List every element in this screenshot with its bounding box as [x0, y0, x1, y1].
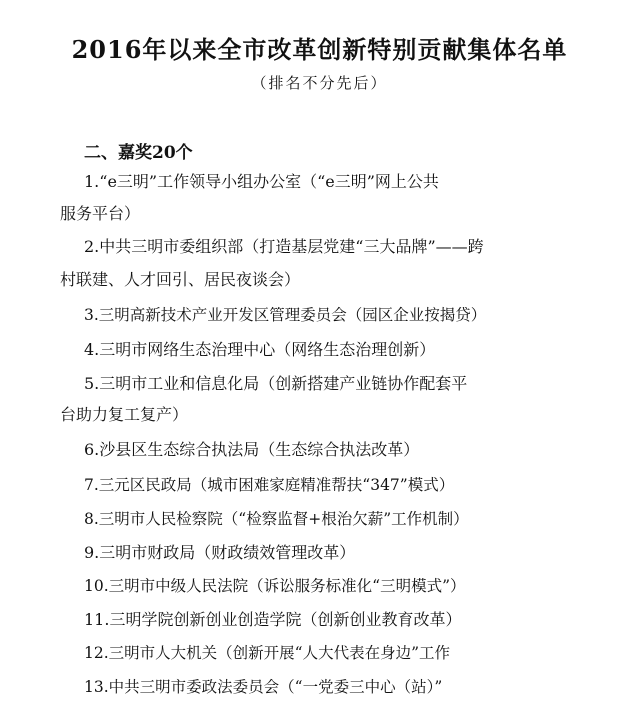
- document-subtitle: （排名不分先后）: [251, 74, 388, 92]
- list-item-line: 村联建、人才回引、居民夜谈会）: [60, 270, 301, 289]
- list-item-line: 4.三明市网络生态治理中心（网络生态治理创新）: [84, 340, 436, 359]
- list-item-line: 1.“e三明”工作领导小组办公室（“e三明”网上公共: [84, 172, 439, 191]
- list-item-line: 12.三明市人大机关（创新开展“人大代表在身边”工作: [84, 644, 450, 662]
- list-item-line: 13.中共三明市委政法委员会（“一党委三中心（站）”: [84, 678, 443, 696]
- list-item-line: 2.中共三明市委组织部（打造基层党建“三大品牌”——跨: [84, 237, 484, 256]
- list-item-line: 3.三明高新技术产业开发区管理委员会（园区企业按揭贷）: [84, 306, 487, 324]
- list-item-line: 11.三明学院创新创业创造学院（创新创业教育改革）: [84, 610, 462, 629]
- list-item-line: 台助力复工复产）: [60, 405, 189, 424]
- list-item-line: 9.三明市财政局（财政绩效管理改革）: [84, 543, 356, 562]
- list-item-line: 10.三明市中级人民法院（诉讼服务标准化“三明模式”）: [84, 577, 466, 595]
- list-item-line: 5.三明市工业和信息化局（创新搭建产业链协作配套平: [84, 374, 468, 393]
- section-heading: 二、嘉奖20个: [84, 143, 193, 163]
- list-item-line: 7.三元区民政局（城市困难家庭精准帮扶“347”模式）: [84, 476, 455, 494]
- list-item-line: 服务平台）: [60, 204, 141, 223]
- list-item-line: 6.沙县区生态综合执法局（生态综合执法改革）: [84, 440, 420, 459]
- list-item-line: 8.三明市人民检察院（“检察监督+根治欠薪”工作机制）: [84, 510, 469, 528]
- document-title: 2016年以来全市改革创新特别贡献集体名单: [71, 35, 568, 64]
